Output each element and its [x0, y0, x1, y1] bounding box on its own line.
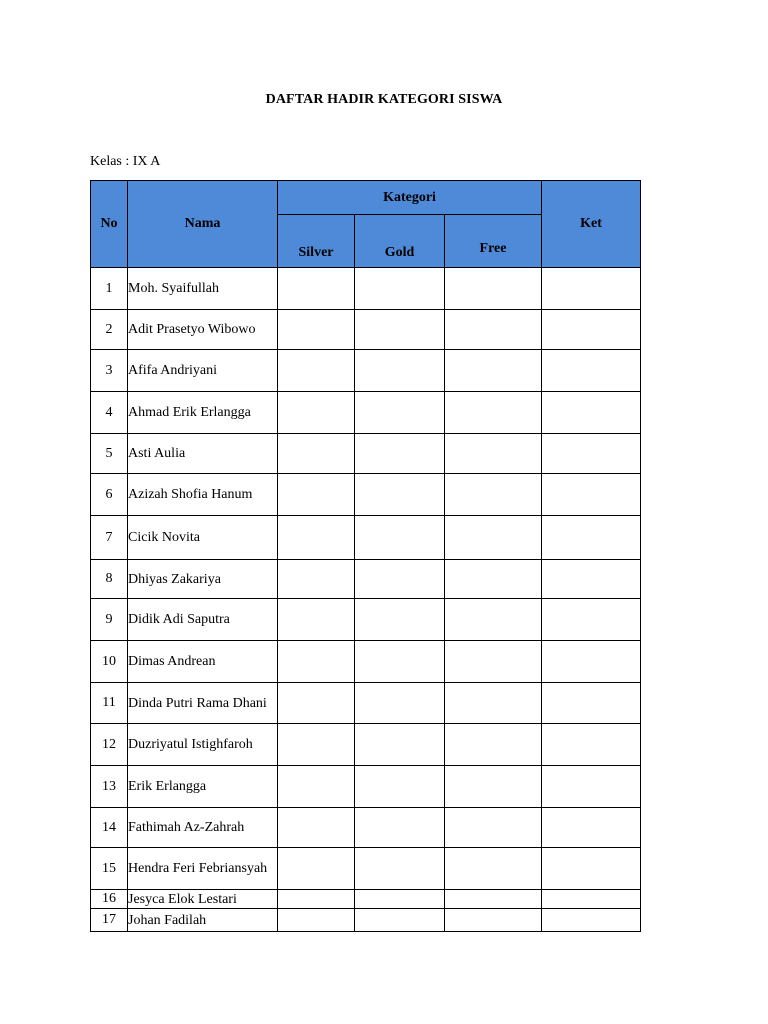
silver-cell[interactable] [278, 474, 355, 516]
table-row [91, 560, 641, 599]
silver-cell[interactable] [278, 724, 355, 766]
table-row [91, 848, 641, 890]
ket-cell[interactable] [542, 683, 641, 724]
header-silver: Silver [278, 215, 355, 268]
free-cell[interactable] [445, 766, 542, 808]
row-number: 4 [91, 392, 128, 434]
row-number: 1 [91, 268, 128, 310]
gold-cell[interactable] [355, 683, 445, 724]
attendance-table [90, 180, 641, 932]
free-cell[interactable] [445, 474, 542, 516]
gold-cell[interactable] [355, 848, 445, 890]
table-row [91, 392, 641, 434]
header-kategori: Kategori [278, 181, 542, 215]
student-name: Asti Aulia [128, 434, 278, 474]
silver-cell[interactable] [278, 599, 355, 641]
ket-cell[interactable] [542, 890, 641, 909]
free-cell[interactable] [445, 516, 542, 560]
gold-cell[interactable] [355, 434, 445, 474]
silver-cell[interactable] [278, 392, 355, 434]
row-number: 2 [91, 310, 128, 350]
gold-cell[interactable] [355, 909, 445, 932]
ket-cell[interactable] [542, 268, 641, 310]
table-row [91, 890, 641, 909]
gold-cell[interactable] [355, 560, 445, 599]
student-name: Fathimah Az-Zahrah [128, 808, 278, 848]
silver-cell[interactable] [278, 641, 355, 683]
silver-cell[interactable] [278, 516, 355, 560]
student-name: Hendra Feri Febriansyah [128, 848, 278, 890]
ket-cell[interactable] [542, 599, 641, 641]
gold-cell[interactable] [355, 350, 445, 392]
row-number: 11 [91, 683, 128, 724]
gold-cell[interactable] [355, 808, 445, 848]
gold-cell[interactable] [355, 474, 445, 516]
ket-cell[interactable] [542, 516, 641, 560]
student-name: Azizah Shofia Hanum [128, 474, 278, 516]
free-cell[interactable] [445, 268, 542, 310]
table-row [91, 599, 641, 641]
student-name: Jesyca Elok Lestari [128, 890, 278, 909]
ket-cell[interactable] [542, 560, 641, 599]
document-title: DAFTAR HADIR KATEGORI SISWA [265, 92, 503, 107]
table-row [91, 808, 641, 848]
row-number: 14 [91, 808, 128, 848]
row-number: 3 [91, 350, 128, 392]
free-cell[interactable] [445, 909, 542, 932]
table-row [91, 516, 641, 560]
student-name: Duzriyatul Istighfaroh [128, 724, 278, 766]
silver-cell[interactable] [278, 268, 355, 310]
row-number: 12 [91, 724, 128, 766]
silver-cell[interactable] [278, 434, 355, 474]
ket-cell[interactable] [542, 641, 641, 683]
student-name: Moh. Syaifullah [128, 268, 278, 310]
table-row [91, 474, 641, 516]
student-name: Ahmad Erik Erlangga [128, 392, 278, 434]
free-cell[interactable] [445, 310, 542, 350]
row-number: 17 [91, 909, 128, 932]
free-cell[interactable] [445, 808, 542, 848]
row-number: 15 [91, 848, 128, 890]
gold-cell[interactable] [355, 890, 445, 909]
table-body [91, 268, 641, 932]
table-row [91, 683, 641, 724]
gold-cell[interactable] [355, 599, 445, 641]
student-name: Dinda Putri Rama Dhani [128, 683, 278, 724]
free-cell[interactable] [445, 350, 542, 392]
student-name: Erik Erlangga [128, 766, 278, 808]
free-cell[interactable] [445, 392, 542, 434]
gold-cell[interactable] [355, 516, 445, 560]
ket-cell[interactable] [542, 392, 641, 434]
ket-cell[interactable] [542, 474, 641, 516]
row-number: 9 [91, 599, 128, 641]
silver-cell[interactable] [278, 683, 355, 724]
gold-cell[interactable] [355, 310, 445, 350]
gold-cell[interactable] [355, 766, 445, 808]
student-name: Cicik Novita [128, 516, 278, 560]
ket-cell[interactable] [542, 848, 641, 890]
row-number: 10 [91, 641, 128, 683]
table-row [91, 268, 641, 310]
silver-cell[interactable] [278, 560, 355, 599]
ket-cell[interactable] [542, 909, 641, 932]
row-number: 8 [91, 560, 128, 599]
free-cell[interactable] [445, 599, 542, 641]
free-cell[interactable] [445, 890, 542, 909]
student-name: Johan Fadilah [128, 909, 278, 932]
silver-cell[interactable] [278, 350, 355, 392]
class-label: Kelas : IX A [90, 154, 161, 169]
silver-cell[interactable] [278, 890, 355, 909]
student-name: Dhiyas Zakariya [128, 560, 278, 599]
table-row [91, 641, 641, 683]
table-row [91, 766, 641, 808]
free-cell[interactable] [445, 724, 542, 766]
free-cell[interactable] [445, 560, 542, 599]
table-row [91, 310, 641, 350]
free-cell[interactable] [445, 641, 542, 683]
header-nama: Nama [128, 181, 278, 268]
table-row [91, 350, 641, 392]
silver-cell[interactable] [278, 310, 355, 350]
ket-cell[interactable] [542, 808, 641, 848]
student-name: Afifa Andriyani [128, 350, 278, 392]
silver-cell[interactable] [278, 909, 355, 932]
ket-cell[interactable] [542, 724, 641, 766]
row-number: 5 [91, 434, 128, 474]
silver-cell[interactable] [278, 848, 355, 890]
header-no: No [91, 181, 128, 268]
table-row [91, 724, 641, 766]
free-cell[interactable] [445, 683, 542, 724]
gold-cell[interactable] [355, 268, 445, 310]
gold-cell[interactable] [355, 641, 445, 683]
row-number: 7 [91, 516, 128, 560]
header-free: Free [445, 215, 542, 268]
row-number: 6 [91, 474, 128, 516]
ket-cell[interactable] [542, 350, 641, 392]
row-number: 13 [91, 766, 128, 808]
student-name: Dimas Andrean [128, 641, 278, 683]
silver-cell[interactable] [278, 808, 355, 848]
silver-cell[interactable] [278, 766, 355, 808]
ket-cell[interactable] [542, 766, 641, 808]
free-cell[interactable] [445, 848, 542, 890]
gold-cell[interactable] [355, 724, 445, 766]
student-name: Adit Prasetyo Wibowo [128, 310, 278, 350]
ket-cell[interactable] [542, 434, 641, 474]
table-row [91, 909, 641, 932]
header-ket: Ket [542, 181, 641, 268]
gold-cell[interactable] [355, 392, 445, 434]
ket-cell[interactable] [542, 310, 641, 350]
header-gold: Gold [355, 215, 445, 268]
student-name: Didik Adi Saputra [128, 599, 278, 641]
row-number: 16 [91, 890, 128, 909]
free-cell[interactable] [445, 434, 542, 474]
table-row [91, 434, 641, 474]
